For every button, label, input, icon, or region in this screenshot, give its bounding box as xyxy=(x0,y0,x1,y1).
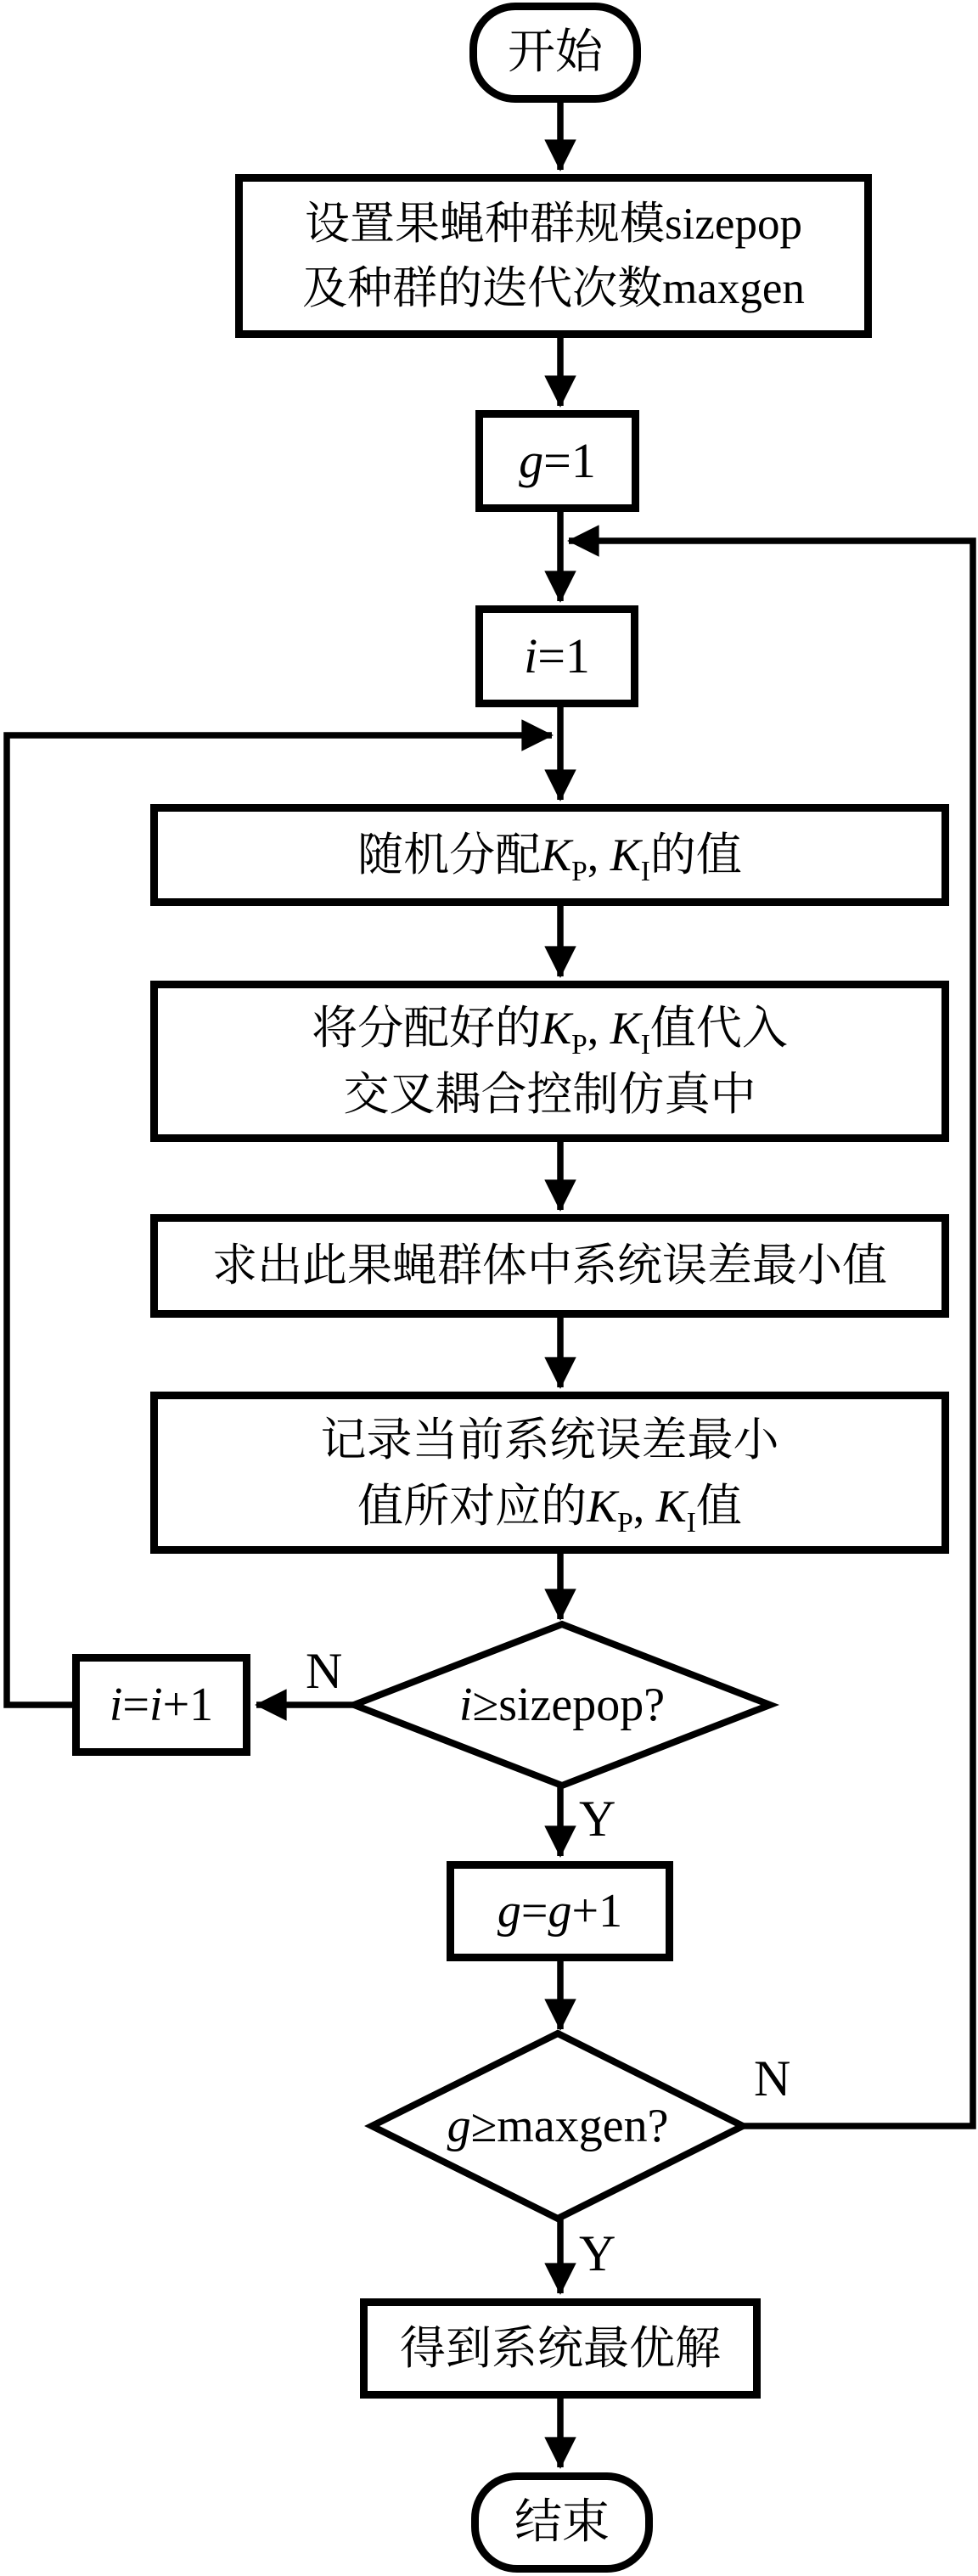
record-line1: 记录当前系统误差最小 xyxy=(320,1414,779,1465)
substitute-line2: 交叉耦合控制仿真中 xyxy=(343,1069,756,1120)
end-label: 结束 xyxy=(514,2495,610,2549)
decision-g-maxgen-label xyxy=(372,2085,744,2167)
process-set-g xyxy=(475,410,639,512)
process-record-best xyxy=(150,1392,949,1554)
process-best-solution xyxy=(360,2298,761,2399)
start-terminal xyxy=(469,3,641,103)
inc-g-text: g=g+1 xyxy=(497,1884,623,1938)
process-set-i xyxy=(475,605,638,707)
process-increment-i xyxy=(72,1654,250,1756)
check-i-no-label: N xyxy=(306,1643,343,1699)
set-g-text: g=1 xyxy=(519,433,596,489)
process-find-min-error xyxy=(150,1214,949,1318)
find-min-text: 求出此果蝇群体中系统误差最小值 xyxy=(212,1240,887,1291)
end-terminal xyxy=(471,2472,653,2573)
substitute-line1: 将分配好的$K_P$, $K_I$值代入 xyxy=(312,1003,788,1060)
record-line2: 值所对应的$K_P$, $K_I$值 xyxy=(357,1480,742,1538)
check-i-yes-label: Y xyxy=(579,1791,616,1847)
start-label: 开始 xyxy=(508,25,603,79)
set-i-text: i=1 xyxy=(524,628,590,684)
best-text: 得到系统最优解 xyxy=(400,2322,721,2374)
check-g-yes-label: Y xyxy=(579,2225,616,2281)
process-substitute xyxy=(150,981,949,1142)
process-init-parameters xyxy=(235,174,872,338)
init-line2: 及种群的迭代次数maxgen xyxy=(302,263,805,313)
init-line1: 设置果蝇种群规模sizepop xyxy=(305,199,802,249)
check-g-text: g≥maxgen? xyxy=(447,2100,669,2152)
check-i-text: i≥sizepop? xyxy=(458,1679,666,1731)
random-assign-text: 随机分配$K_P$, $K_I$的值 xyxy=(357,829,742,887)
check-g-no-label: N xyxy=(754,2050,791,2106)
decision-i-sizepop-label xyxy=(354,1664,770,1746)
process-random-assign xyxy=(150,804,949,906)
process-increment-g xyxy=(447,1861,673,1961)
inc-i-text: i=i+1 xyxy=(109,1678,214,1731)
